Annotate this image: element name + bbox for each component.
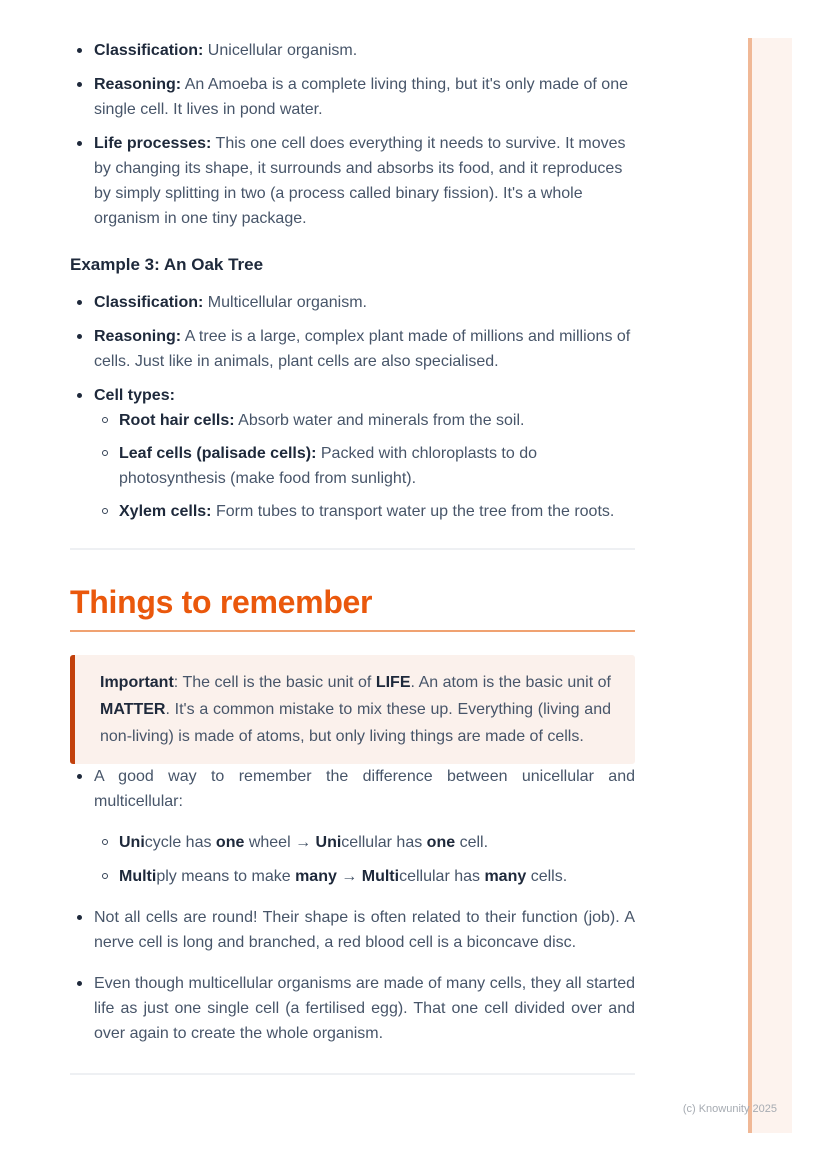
page-content	[70, 38, 635, 1075]
list-item	[94, 830, 635, 855]
oak-tree-bullet-list	[70, 290, 635, 524]
bullet-text: Xylem cells: Form tubes to transport water up the tree from the roots.	[119, 503, 615, 520]
list-item	[70, 324, 635, 374]
list-item	[70, 905, 635, 955]
bullet-text: Reasoning: An Amoeba is a complete living thing, but it's only made of one single cell. It lives in pond water.	[94, 76, 628, 118]
list-item	[70, 72, 635, 122]
bullet-text: Unicycle has one wheel → Unicellular has one cell.	[119, 834, 489, 851]
list-item	[94, 408, 635, 433]
divider	[70, 1073, 635, 1075]
list-item	[70, 383, 635, 524]
list-item	[70, 131, 635, 231]
page-title-things-to-remember: Things to remember	[70, 584, 373, 620]
list-item	[70, 764, 635, 889]
bullet-text: Classification: Unicellular organism.	[94, 42, 358, 59]
list-item	[70, 290, 635, 315]
mnemonic-sublist	[94, 830, 635, 889]
important-callout	[70, 655, 635, 764]
list-item	[70, 38, 635, 63]
list-item	[70, 971, 635, 1046]
accent-divider	[70, 630, 635, 632]
list-item	[94, 864, 635, 889]
bullet-text: A good way to remember the difference between unicellular and multicellular:	[94, 768, 635, 810]
remember-bullet-list	[70, 764, 635, 1046]
section-heading-example3: Example 3: An Oak Tree	[70, 255, 264, 274]
bullet-text: Even though multicellular organisms are made of many cells, they all started life as just one single cell (a fertilised egg). That one cell divided over and over again to create the whole organism.	[94, 975, 635, 1042]
callout-text: Important: The cell is the basic unit of LIFE. An atom is the basic unit of MATTER. It's a common mistake to mix these up. Everything (living and non-living) is made of atoms, but only living things are made of cells.	[100, 674, 612, 745]
page-edge-strip	[748, 38, 792, 1133]
cell-types-sublist	[94, 408, 635, 524]
bullet-text: Root hair cells: Absorb water and minerals from the soil.	[119, 412, 525, 429]
watermark: (c) Knowunity 2025	[682, 1103, 777, 1115]
bullet-text: Cell types:	[94, 387, 175, 404]
bullet-text: Life processes: This one cell does everything it needs to survive. It moves by changing its shape, it surrounds and absorbs its food, and it reproduces by simply splitting in two (a process called binary fission). It's a whole organism in one tiny package.	[94, 135, 626, 227]
list-item	[94, 499, 635, 524]
divider	[70, 548, 635, 550]
bullet-text: Not all cells are round! Their shape is often related to their function (job). A nerve cell is long and branched, a red blood cell is a biconcave disc.	[94, 909, 635, 951]
amoeba-bullet-list	[70, 38, 635, 231]
list-item	[94, 441, 635, 491]
bullet-text: Reasoning: A tree is a large, complex plant made of millions and millions of cells. Just like in animals, plant cells are also specialised.	[94, 328, 631, 370]
bullet-text: Multiply means to make many → Multicellular has many cells.	[119, 868, 568, 885]
bullet-text: Leaf cells (palisade cells): Packed with chloroplasts to do photosynthesis (make food from sunlight).	[119, 445, 537, 487]
bullet-text: Classification: Multicellular organism.	[94, 294, 367, 311]
